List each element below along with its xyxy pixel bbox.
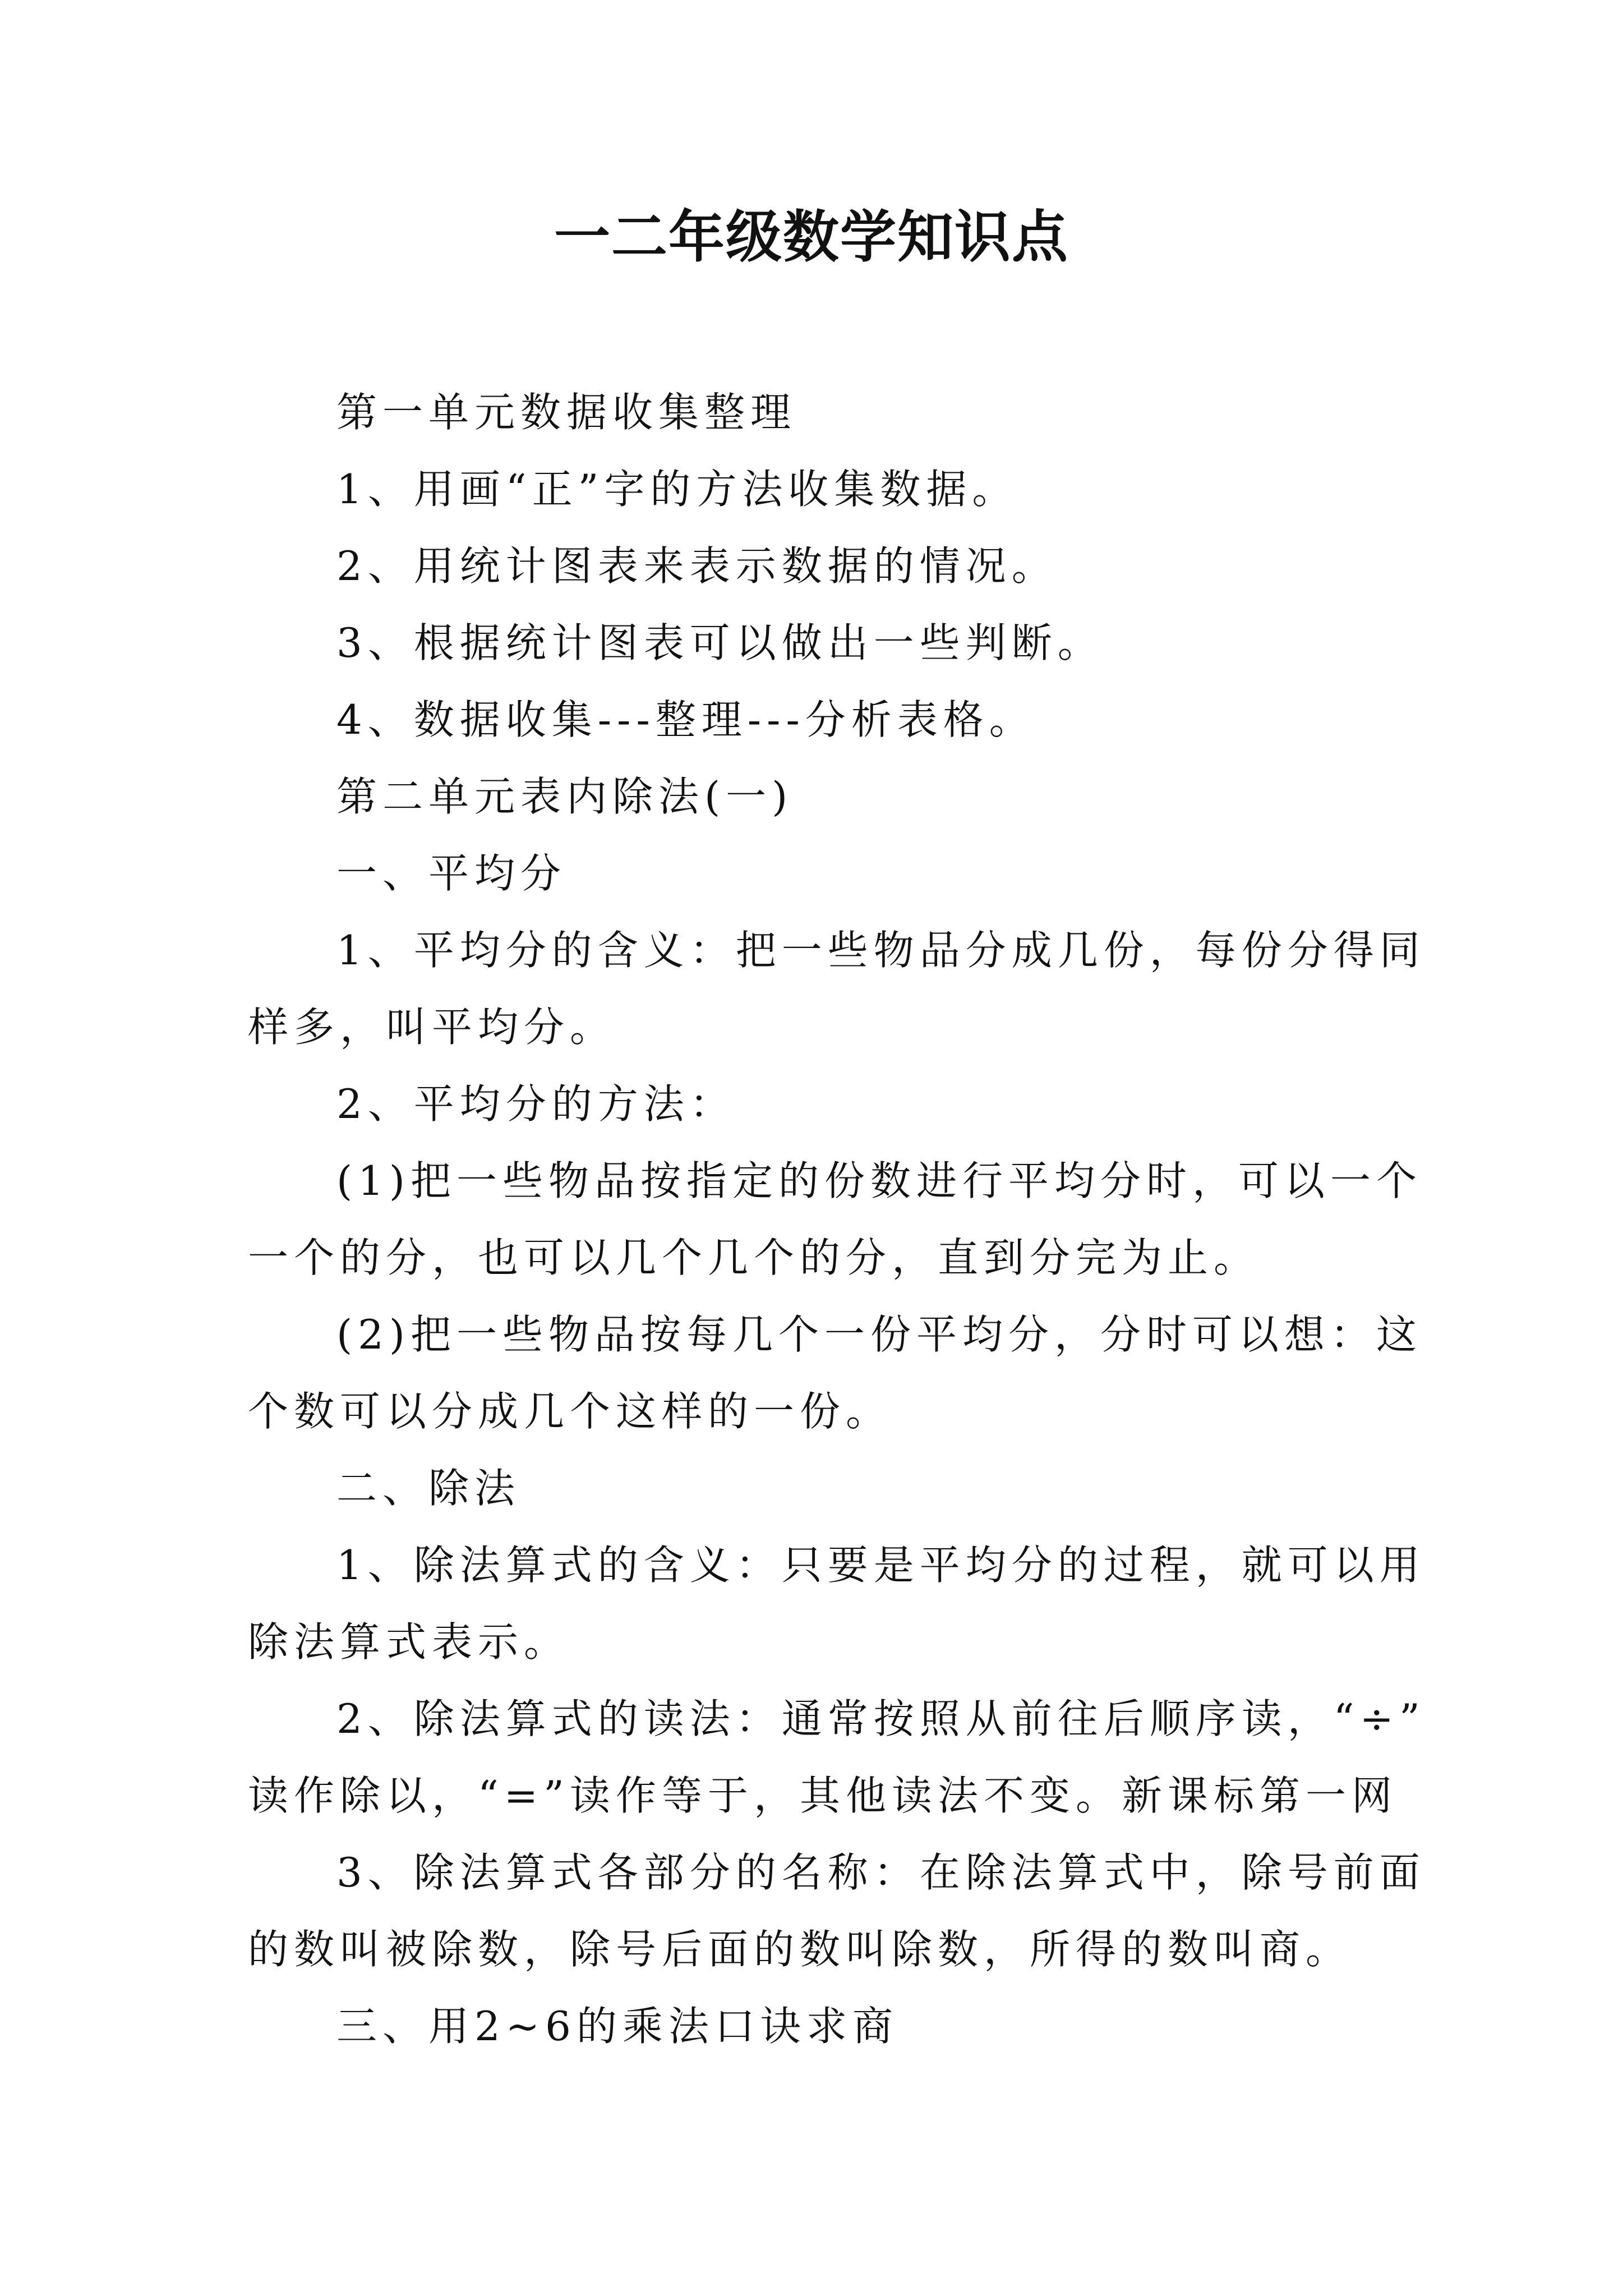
paragraph: 2、除法算式的读法：通常按照从前往后顺序读，“÷” bbox=[336, 1695, 1426, 1742]
paragraph: 1、平均分的含义：把一些物品分成几份，每份分得同 bbox=[336, 927, 1426, 974]
paragraph-continuation: 一个的分，也可以几个几个的分，直到分完为止。 bbox=[248, 1234, 1260, 1281]
paragraph: 4、数据收集---整理---分析表格。 bbox=[336, 696, 1035, 743]
paragraph-continuation: 读作除以，“=”读作等于，其他读法不变。新课标第一网 bbox=[248, 1772, 1398, 1819]
section-heading: 第二单元表内除法(一) bbox=[336, 773, 794, 820]
subsection-heading: 三、用2~6的乘法口诀求商 bbox=[336, 2003, 898, 2050]
paragraph: 2、用统计图表来表示数据的情况。 bbox=[336, 542, 1058, 590]
paragraph: 3、根据统计图表可以做出一些判断。 bbox=[336, 619, 1104, 666]
paragraph: 2、平均分的方法： bbox=[336, 1080, 736, 1128]
paragraph: 1、除法算式的含义：只要是平均分的过程，就可以用 bbox=[336, 1542, 1426, 1589]
subsection-heading: 一、平均分 bbox=[336, 850, 567, 897]
paragraph-continuation: 个数可以分成几个这样的一份。 bbox=[248, 1388, 892, 1435]
subsection-heading: 二、除法 bbox=[336, 1465, 521, 1512]
section-heading: 第一单元数据收集整理 bbox=[336, 389, 797, 436]
document-title: 一二年级数学知识点 bbox=[554, 204, 1069, 270]
paragraph-continuation: 的数叫被除数，除号后面的数叫除数，所得的数叫商。 bbox=[248, 1926, 1352, 1973]
paragraph: 1、用画“正”字的方法收集数据。 bbox=[336, 466, 1018, 513]
paragraph-continuation: 除法算式表示。 bbox=[248, 1618, 570, 1665]
paragraph: 3、除法算式各部分的名称：在除法算式中，除号前面 bbox=[336, 1849, 1426, 1896]
paragraph: (2)把一些物品按每几个一份平均分，分时可以想：这 bbox=[336, 1311, 1422, 1358]
paragraph-continuation: 样多，叫平均分。 bbox=[248, 1004, 616, 1051]
paragraph: (1)把一些物品按指定的份数进行平均分时，可以一个 bbox=[336, 1157, 1422, 1204]
